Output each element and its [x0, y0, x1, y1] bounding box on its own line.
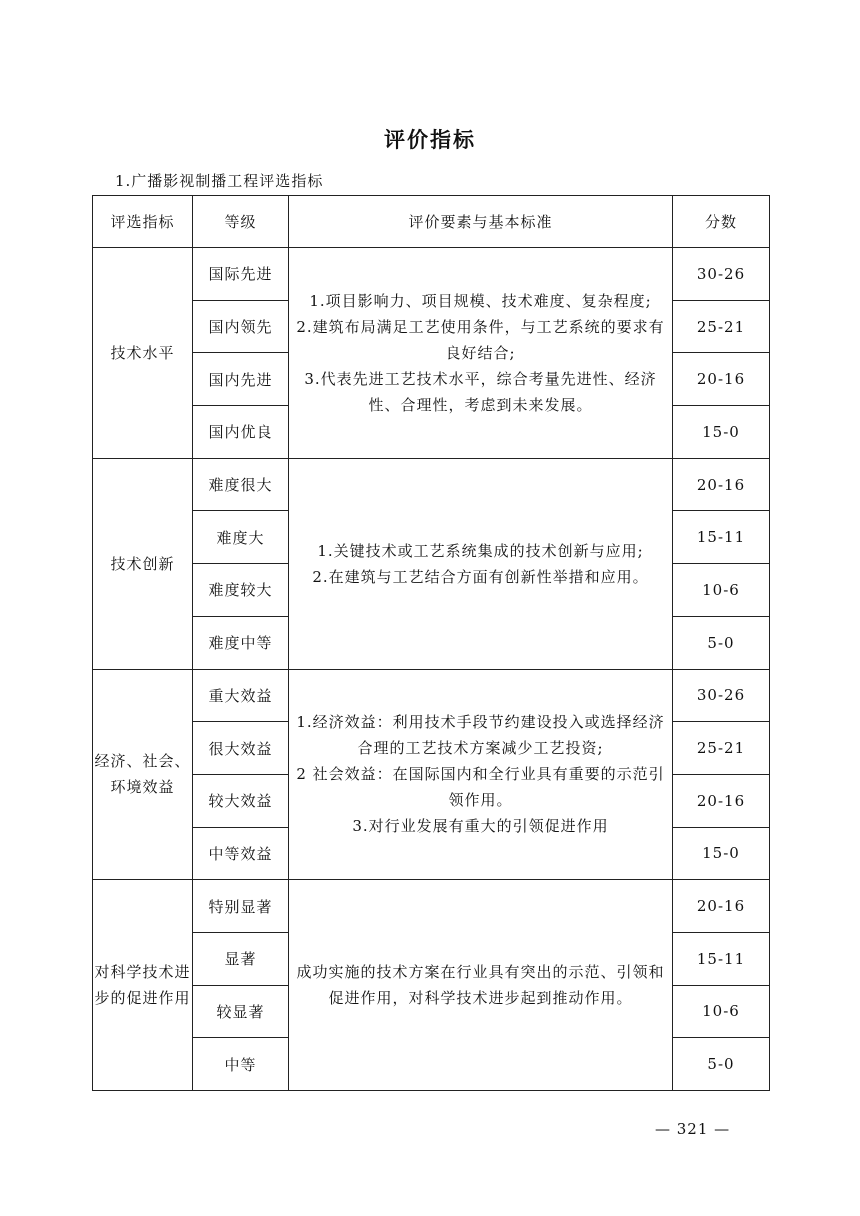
standard-line: 成功实施的技术方案在行业具有突出的示范、引领和促进作用，对科学技术进步起到推动作用。: [296, 963, 665, 1008]
level-cell: 重大效益: [193, 669, 289, 722]
standard-line: 2 社会效益：在国际国内和全行业具有重要的示范引领作用。: [296, 765, 665, 810]
level-cell: 国内先进: [193, 353, 289, 406]
header-cell: 评选指标: [93, 196, 193, 248]
standard-cell: [289, 248, 673, 459]
level-cell: 国内领先: [193, 300, 289, 353]
level-cell: 难度很大: [193, 458, 289, 511]
score-cell: 30-26: [673, 669, 770, 722]
level-cell: 较显著: [193, 985, 289, 1038]
level-cell: 难度中等: [193, 616, 289, 669]
standard-line: 1.关键技术或工艺系统集成的技术创新与应用;: [317, 541, 644, 560]
score-cell: 20-16: [673, 774, 770, 827]
score-cell: 15-0: [673, 827, 770, 880]
page-number: — 321 —: [655, 1120, 731, 1138]
page-title: 评价指标: [384, 128, 476, 152]
score-cell: 5-0: [673, 616, 770, 669]
header-cell: 评价要素与基本标准: [289, 196, 673, 248]
score-cell: 25-21: [673, 722, 770, 775]
level-cell: 中等: [193, 1038, 289, 1091]
standard-line: 2.在建筑与工艺结合方面有创新性举措和应用。: [312, 567, 649, 586]
category-cell: 经济、社会、环境效益: [93, 669, 193, 880]
header-cell: 等级: [193, 196, 289, 248]
level-cell: 显著: [193, 932, 289, 985]
level-cell: 国际先进: [193, 248, 289, 301]
table-row: [93, 248, 770, 301]
table-row: [93, 458, 770, 511]
category-cell: 技术水平: [93, 248, 193, 459]
score-cell: 30-26: [673, 248, 770, 301]
score-cell: 20-16: [673, 458, 770, 511]
table-row: [93, 669, 770, 722]
score-cell: 25-21: [673, 300, 770, 353]
standard-cell: [289, 458, 673, 669]
level-cell: 中等效益: [193, 827, 289, 880]
category-cell: 对科学技术进步的促进作用: [93, 880, 193, 1091]
table-header-row: [93, 196, 770, 248]
score-cell: 5-0: [673, 1038, 770, 1091]
level-cell: 较大效益: [193, 774, 289, 827]
score-cell: 20-16: [673, 353, 770, 406]
category-cell: 技术创新: [93, 458, 193, 669]
evaluation-table: [92, 195, 770, 1091]
level-cell: 难度较大: [193, 564, 289, 617]
header-cell: 分数: [673, 196, 770, 248]
level-cell: 国内优良: [193, 406, 289, 459]
standard-line: 1.项目影响力、项目规模、技术难度、复杂程度;: [309, 291, 652, 310]
score-cell: 15-0: [673, 406, 770, 459]
level-cell: 很大效益: [193, 722, 289, 775]
score-cell: 15-11: [673, 511, 770, 564]
standard-line: 3.对行业发展有重大的引领促进作用: [352, 817, 609, 836]
score-cell: 10-6: [673, 985, 770, 1038]
table-row: [93, 880, 770, 933]
standard-line: 3.代表先进工艺技术水平，综合考量先进性、经济性、合理性，考虑到未来发展。: [304, 369, 657, 414]
level-cell: 特别显著: [193, 880, 289, 933]
standard-line: 2.建筑布局满足工艺使用条件，与工艺系统的要求有良好结合;: [296, 317, 665, 362]
score-cell: 20-16: [673, 880, 770, 933]
standard-cell: [289, 669, 673, 880]
score-cell: 10-6: [673, 564, 770, 617]
standard-cell: [289, 880, 673, 1091]
standard-line: 1.经济效益：利用技术手段节约建设投入或选择经济合理的工艺技术方案减少工艺投资;: [296, 713, 665, 758]
table-caption: 1.广播影视制播工程评选指标: [115, 172, 324, 190]
level-cell: 难度大: [193, 511, 289, 564]
score-cell: 15-11: [673, 932, 770, 985]
